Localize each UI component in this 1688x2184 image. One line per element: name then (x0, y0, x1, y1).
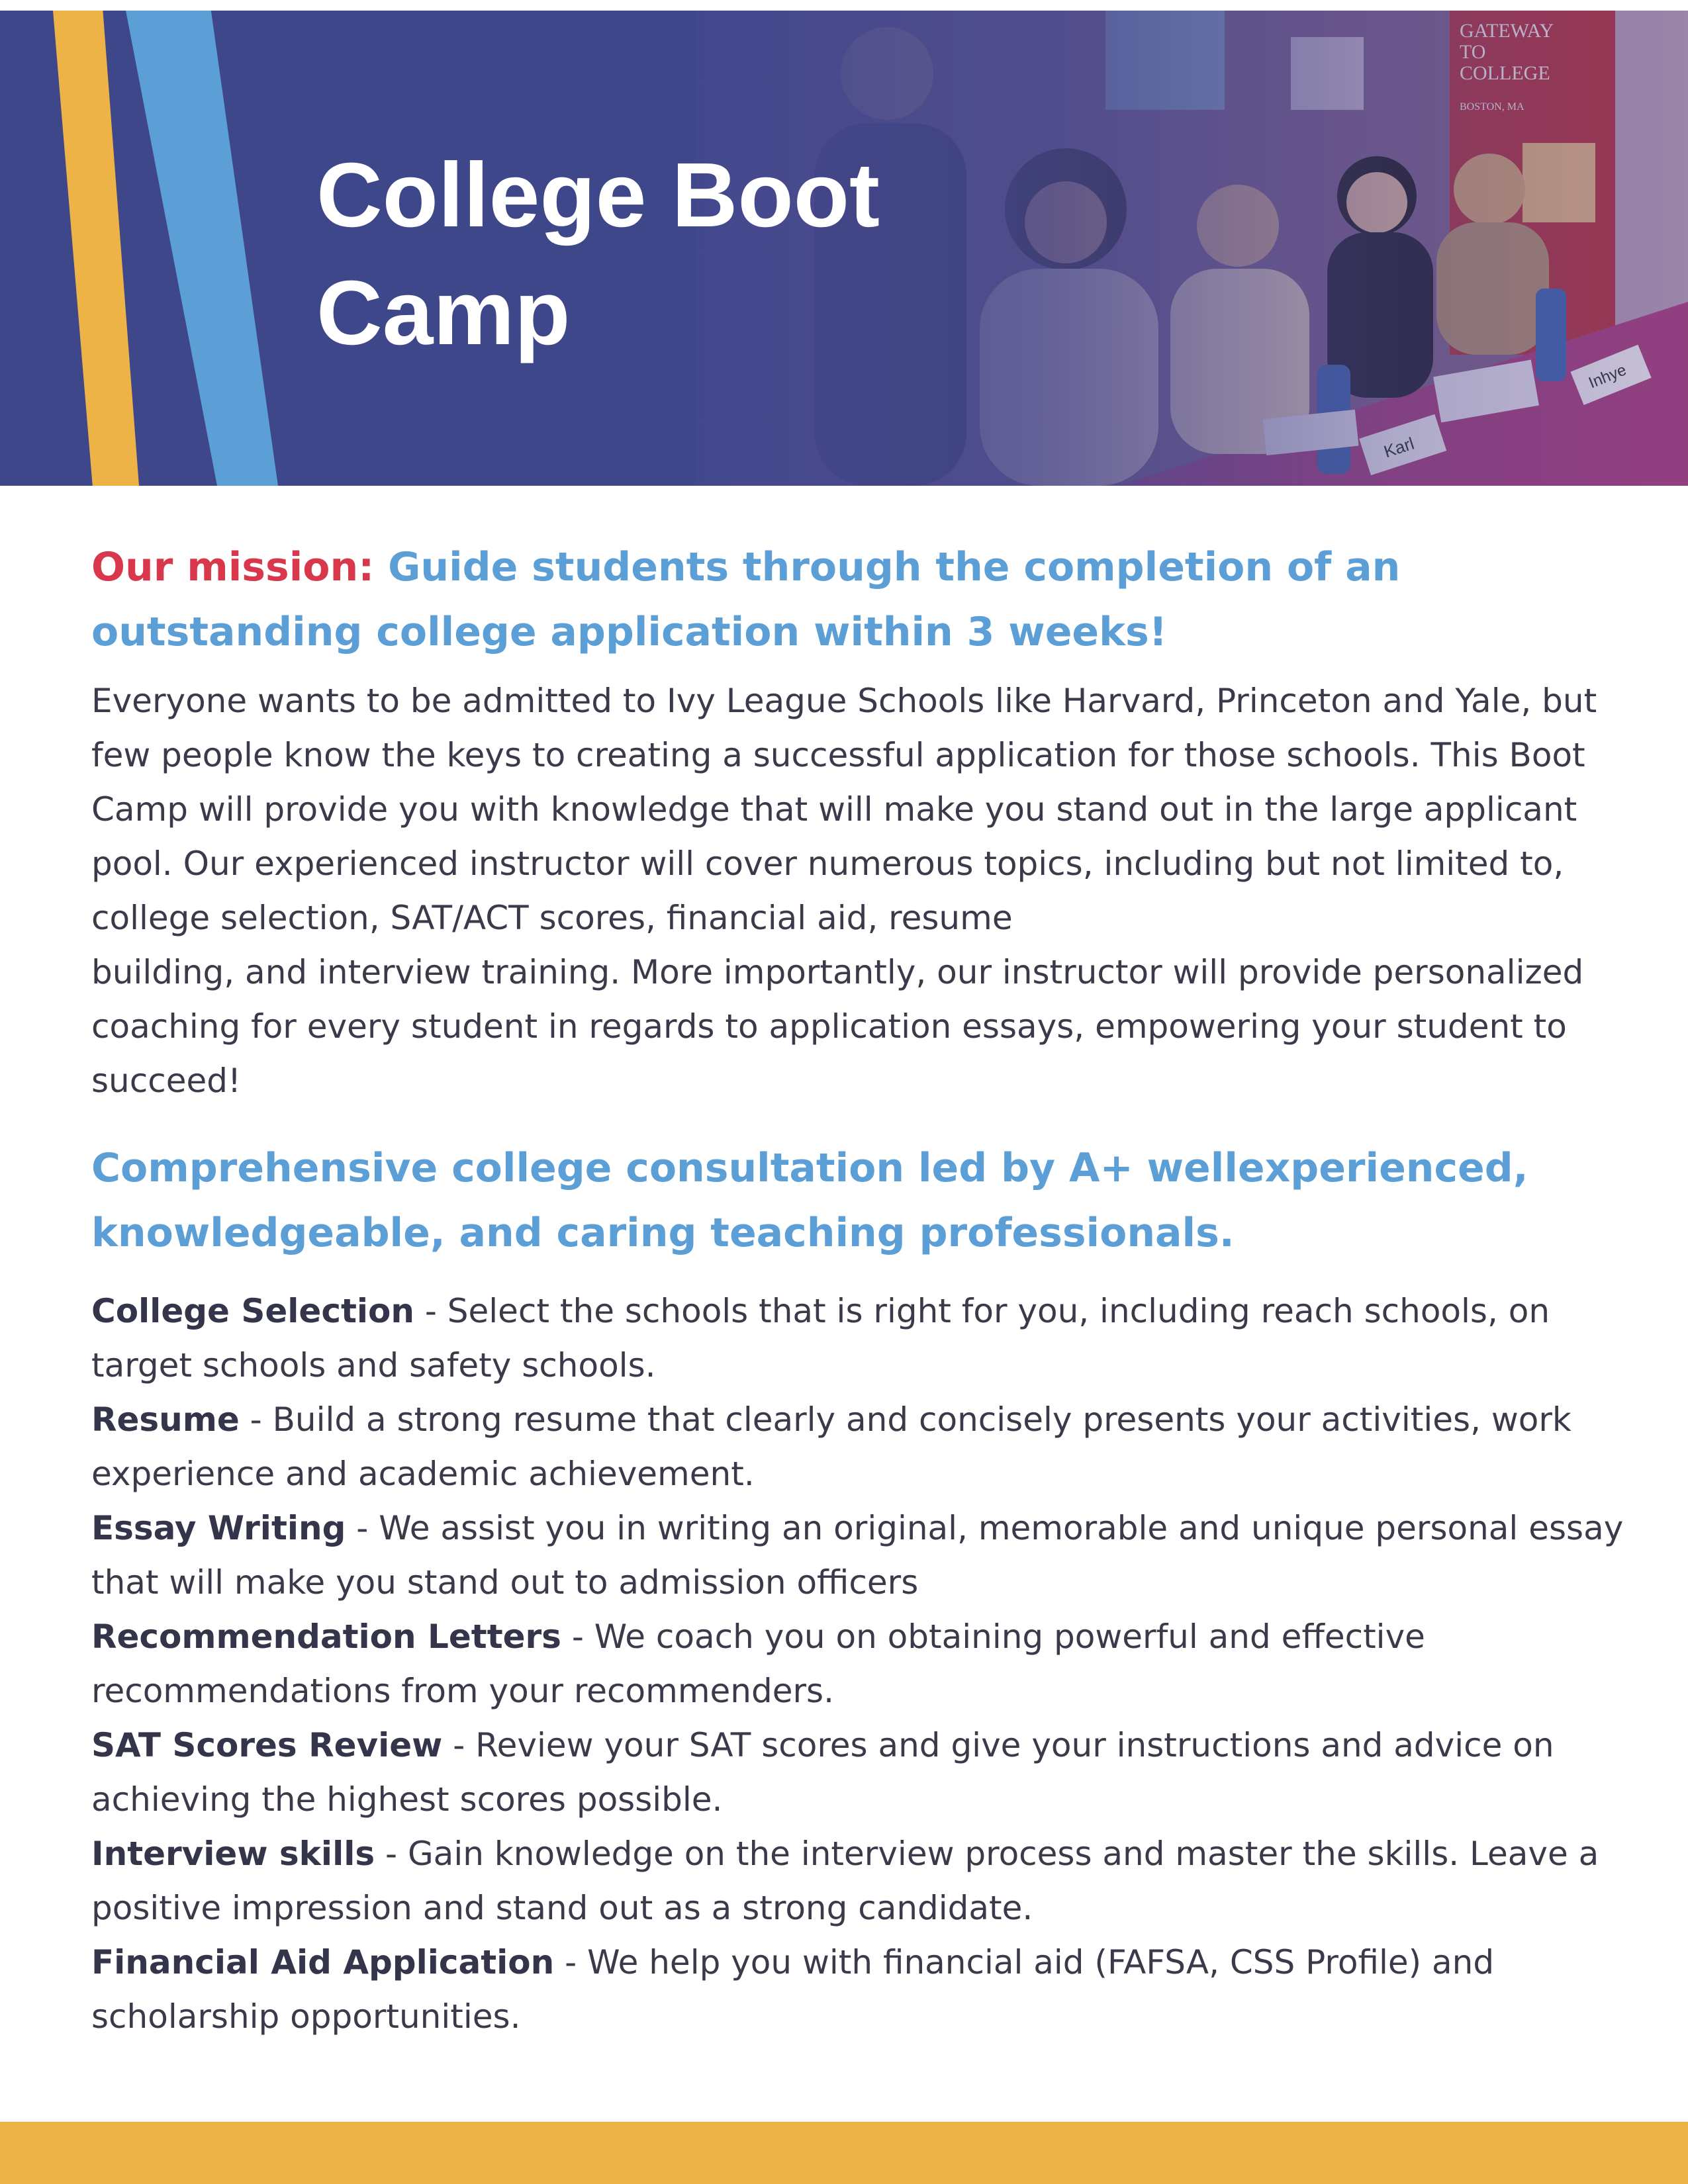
service-desc: - Gain knowledge on the interview process and master the skills. Leave a positive impression and stand out as a strong candidate. (91, 1835, 1599, 1927)
service-desc: - Select the schools that is right for you, including reach schools, on target schools and safety schools. (91, 1292, 1550, 1385)
consultation-heading: Comprehensive college consultation led by A+ wellexperienced, knowledgeable, and caring teaching professionals. (91, 1145, 1528, 1256)
mission-lead: Our mission: (91, 544, 375, 590)
intro-part-1: Everyone wants to be admitted to Ivy League Schools like Harvard, Princeton and Yale, but few people know the keys to creating a successful application for those schools. This Boot Camp will provide you with knowledge that will make you stand out in the large applicant pool. Our experienced instructor will cover numerous topics, including but not limited to, college selection, SAT/ACT scores, financial aid, resume (91, 682, 1597, 937)
service-item (91, 1718, 1640, 1827)
service-item (91, 1501, 1640, 1610)
service-term: College Selection (91, 1292, 414, 1330)
service-term: Financial Aid Application (91, 1943, 555, 1981)
service-item (91, 1610, 1640, 1718)
service-term: Recommendation Letters (91, 1617, 561, 1656)
intro-paragraph (91, 674, 1640, 1108)
service-term: SAT Scores Review (91, 1726, 443, 1764)
blue-stripe (126, 11, 278, 486)
service-item (91, 1392, 1640, 1501)
service-desc: - We help you with financial aid (FAFSA, CSS Profile) and scholarship opportunities. (91, 1943, 1495, 2036)
mission-statement (91, 535, 1640, 664)
service-item (91, 1284, 1640, 1392)
services-list (91, 1284, 1640, 2044)
service-desc: - We coach you on obtaining powerful and effective recommendations from your recommenders. (91, 1617, 1425, 1710)
page-title (316, 136, 912, 372)
service-desc: - Review your SAT scores and give your instructions and advice on achieving the highest scores possible. (91, 1726, 1554, 1819)
service-term: Interview skills (91, 1835, 375, 1873)
main-content (91, 535, 1640, 2044)
footer-bar (0, 2122, 1688, 2184)
service-item (91, 1935, 1640, 2044)
title-line-2: Camp (316, 262, 571, 364)
service-desc: - Build a strong resume that clearly and concisely presents your activities, work experience and academic achievement. (91, 1400, 1571, 1493)
service-item (91, 1827, 1640, 1935)
service-term: Essay Writing (91, 1509, 346, 1547)
service-desc: - We assist you in writing an original, memorable and unique personal essay that will make you stand out to admission officers (91, 1509, 1624, 1602)
mission-text: Guide students through the completion of an outstanding college application within 3 weeks! (91, 544, 1401, 655)
intro-part-2: building, and interview training. More importantly, our instructor will provide personalized coaching for every student in regards to application essays, empowering your student to succeed! (91, 953, 1584, 1100)
header-banner (0, 11, 1688, 486)
yellow-stripe (53, 11, 139, 486)
title-line-1: College Boot (316, 144, 880, 246)
service-term: Resume (91, 1400, 240, 1439)
